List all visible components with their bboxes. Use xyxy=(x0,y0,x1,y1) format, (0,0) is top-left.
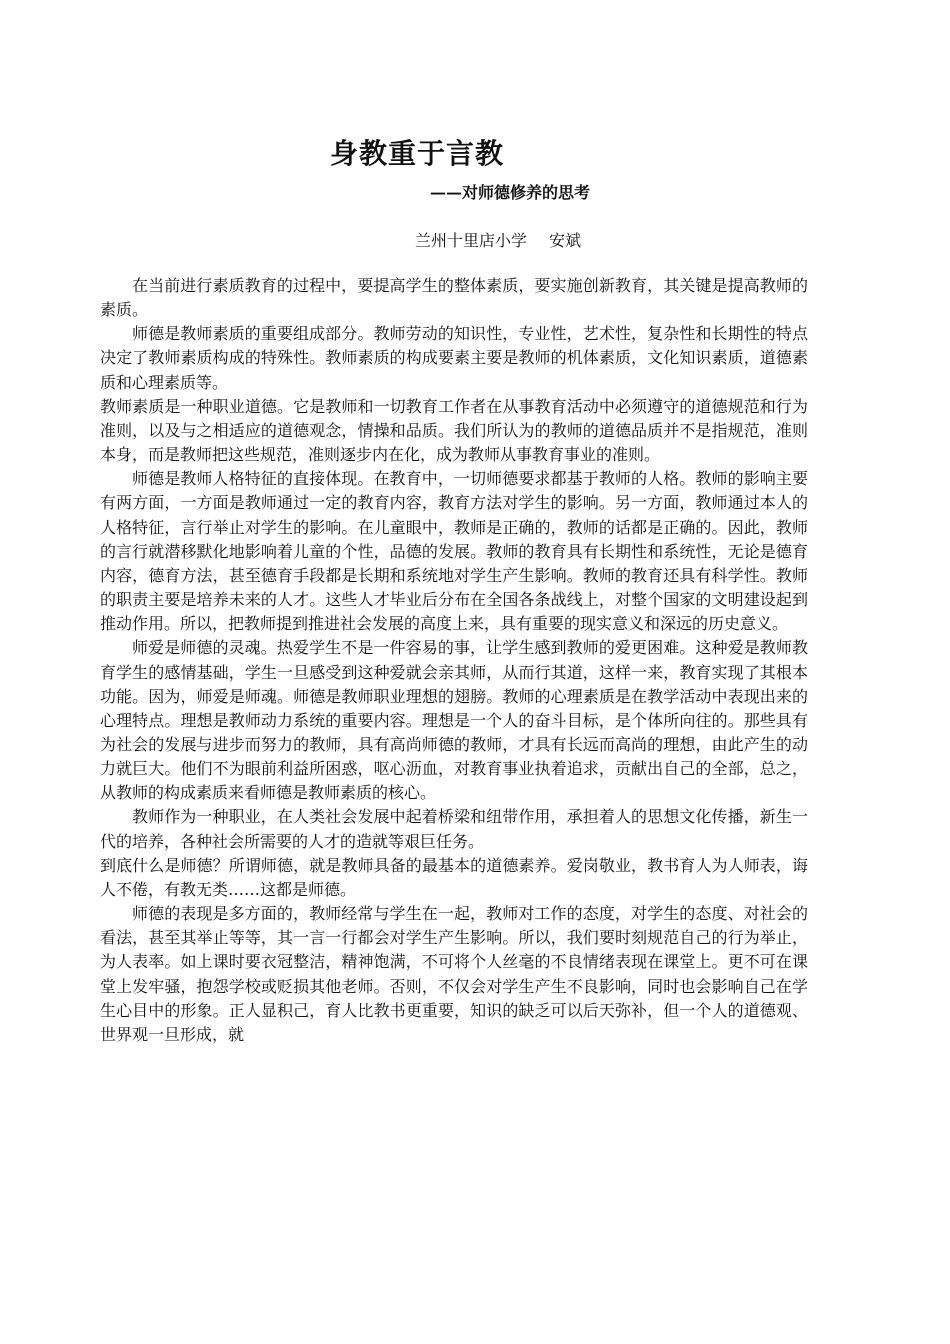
page-title: 身教重于言教 xyxy=(330,137,505,170)
author-school: 兰州十里店小学 xyxy=(415,231,528,250)
paragraph: 师德是教师素质的重要组成部分。教师劳动的知识性，专业性，艺术性，复杂性和长期性的特点决定了教师素质构成的特殊性。教师素质的构成要素主要是教师的机体素质，文化知识素质，道德素质和心理素质等。 xyxy=(100,324,808,392)
paragraph: 师德是教师人格特征的直接体现。在教育中，一切师德要求都基于教师的人格。教师的影响主要有两方面，一方面是教师通过一定的教育内容，教育方法对学生的影响。另一方面，教师通过本人的人格特征，言行举止对学生的影响。在儿童眼中，教师是正确的，教师的话都是正确的。因此，教师的言行就潜移默化地影响着儿童的个性，品德的发展。教师的教育具有长期性和系统性，无论是德育内容，德育方法，甚至德育手段都是长期和系统地对学生产生影响。教师的教育还具有科学性。教师的职责主要是培养未来的人才。这些人才毕业后分布在全国各条战线上，对整个国家的文明建设起到推动作用。所以，把教师提到推进社会发展的高度上来，具有重要的现实意义和深远的历史意义。 xyxy=(100,469,808,634)
author-name: 安斌 xyxy=(549,231,582,250)
article-body xyxy=(100,274,808,1047)
paragraph: 教师素质是一种职业道德。它是教师和一切教育工作者在从事教育活动中必须遵守的道德规范和行为准则，以及与之相适应的道德观念，情操和品质。我们所认为的教师的道德品质并不是指规范，准则本身，而是教师把这些规范，准则逐步内在化，成为教师从事教育事业的准则。 xyxy=(100,396,808,465)
paragraph: 师爱是师德的灵魂。热爱学生不是一件容易的事，让学生感到教师的爱更困难。这种爱是教师教育学生的感情基础，学生一旦感受到这种爱就会亲其师，从而行其道，这样一来，教育实现了其根本功能。因为，师爱是师魂。师德是教师职业理想的翅膀。教师的心理素质是在教学活动中表现出来的心理特点。理想是教师动力系统的重要内容。理想是一个人的奋斗目标，是个体所向往的。那些具有为社会的发展与进步而努力的教师，具有高尚师德的教师，才具有长远而高尚的理想，由此产生的动力就巨大。他们不为眼前利益所困惑，呕心沥血，对教育事业执着追求，贡献出自己的全部，总之，从教师的构成素质来看师德是教师素质的核心。 xyxy=(100,638,808,803)
page-subtitle: ——对师德修养的思考 xyxy=(430,183,591,202)
paragraph: 教师作为一种职业，在人类社会发展中起着桥梁和纽带作用，承担着人的思想文化传播，新生一代的培养，各种社会所需要的人才的造就等艰巨任务。 xyxy=(100,807,808,851)
paragraph: 师德的表现是多方面的，教师经常与学生在一起，教师对工作的态度，对学生的态度、对社会的看法，甚至其举止等等，其一言一行都会对学生产生影响。所以，我们要时刻规范自己的行为举止，为人表率。如上课时要衣冠整洁，精神饱满，不可将个人丝毫的不良情绪表现在课堂上。更不可在课堂上发牢骚，抱怨学校或贬损其他老师。否则，不仅会对学生产生不良影响，同时也会影响自己在学生心目中的形象。正人显积己，育人比教书更重要，知识的缺乏可以后天弥补，但一个人的道德观、世界观一旦形成，就 xyxy=(100,904,808,1044)
paragraph: 在当前进行素质教育的过程中，要提高学生的整体素质，要实施创新教育，其关键是提高教师的素质。 xyxy=(100,276,808,320)
paragraph: 到底什么是师德？所谓师德，就是教师具备的最基本的道德素养。爱岗敬业，教书育人为人师表，诲人不倦，有教无类……这都是师德。 xyxy=(100,855,808,899)
author-line xyxy=(415,228,581,251)
